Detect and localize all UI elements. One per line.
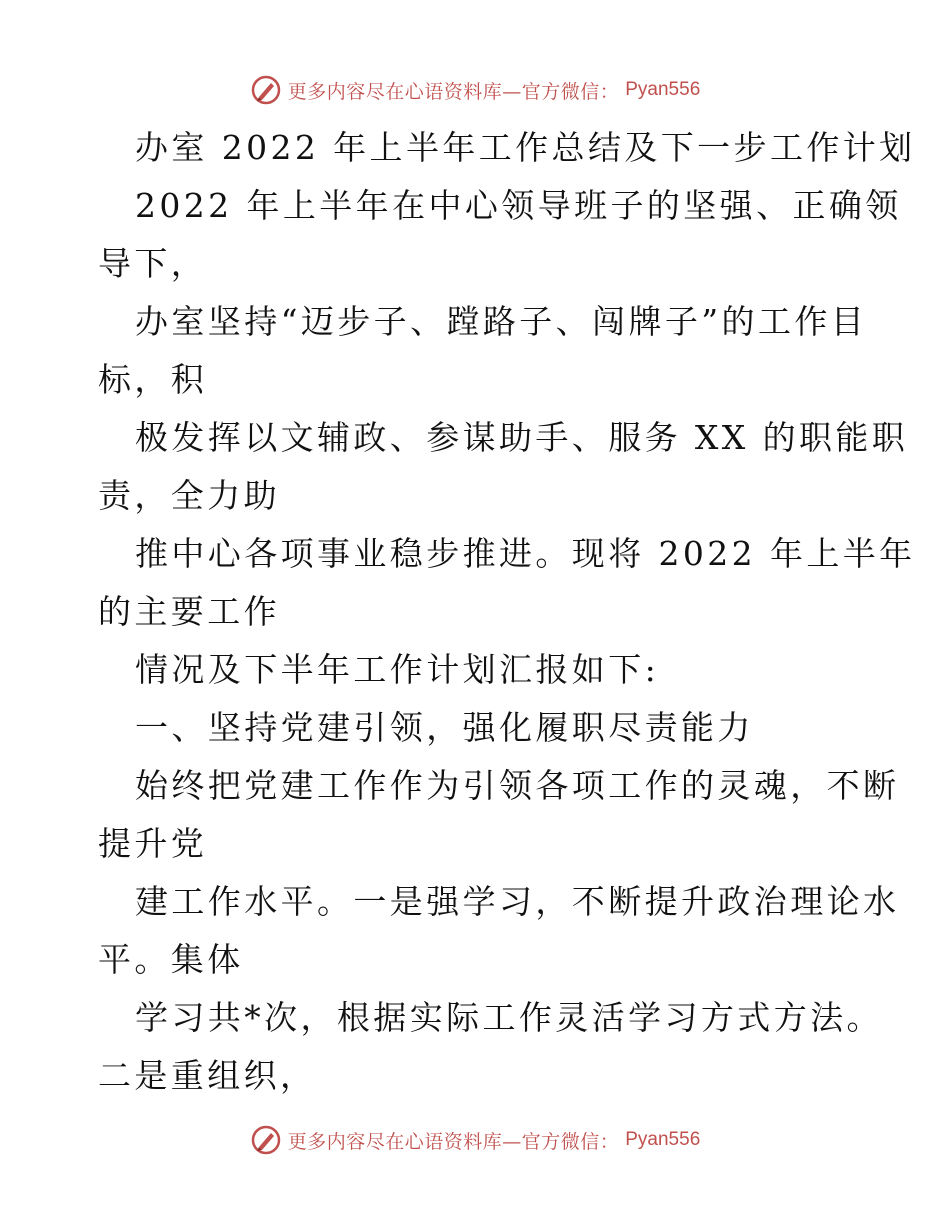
- watermark-text: 更多内容尽在心语资料库—官方微信：: [287, 1130, 620, 1153]
- section-heading: 一、坚持党建引领，强化履职尽责能力: [135, 708, 754, 747]
- paragraph-line: 办室坚持“迈步子、蹚路子、闯牌子”的工作目: [135, 302, 868, 341]
- pen-logo-icon: [250, 1124, 282, 1156]
- paragraph-line: 的主要工作: [98, 592, 280, 631]
- paragraph-line: 导下，: [98, 244, 208, 283]
- pen-logo-icon: [250, 74, 282, 106]
- footer-watermark: [0, 1120, 950, 1160]
- wechat-id: Pyan556: [625, 79, 701, 100]
- paragraph-line: 建工作水平。一是强学习，不断提升政治理论水: [135, 882, 900, 921]
- watermark-text: 更多内容尽在心语资料库—官方微信：: [287, 80, 620, 103]
- wechat-id: Pyan556: [625, 1129, 701, 1150]
- paragraph-line: 学习共*次，根据实际工作灵活学习方式方法。: [135, 998, 883, 1037]
- paragraph-line: 情况及下半年工作计划汇报如下:: [135, 650, 660, 689]
- paragraph-line: 标，积: [98, 360, 208, 399]
- document-title: 办室 2022 年上半年工作总结及下一步工作计划: [135, 128, 916, 167]
- paragraph-line: 极发挥以文辅政、参谋助手、服务 XX 的职能职: [135, 418, 909, 457]
- paragraph-line: 推中心各项事业稳步推进。现将 2022 年上半年: [135, 534, 916, 573]
- paragraph-line: 始终把党建工作作为引领各项工作的灵魂，不断: [135, 766, 900, 805]
- paragraph-line: 责，全力助: [98, 476, 280, 515]
- paragraph-line: 提升党: [98, 824, 208, 863]
- paragraph-line: 平。集体: [98, 940, 244, 979]
- paragraph-line: 2022 年上半年在中心领导班子的坚强、正确领: [135, 186, 902, 225]
- paragraph-line: 二是重组织，: [98, 1056, 317, 1095]
- header-watermark: [0, 70, 950, 110]
